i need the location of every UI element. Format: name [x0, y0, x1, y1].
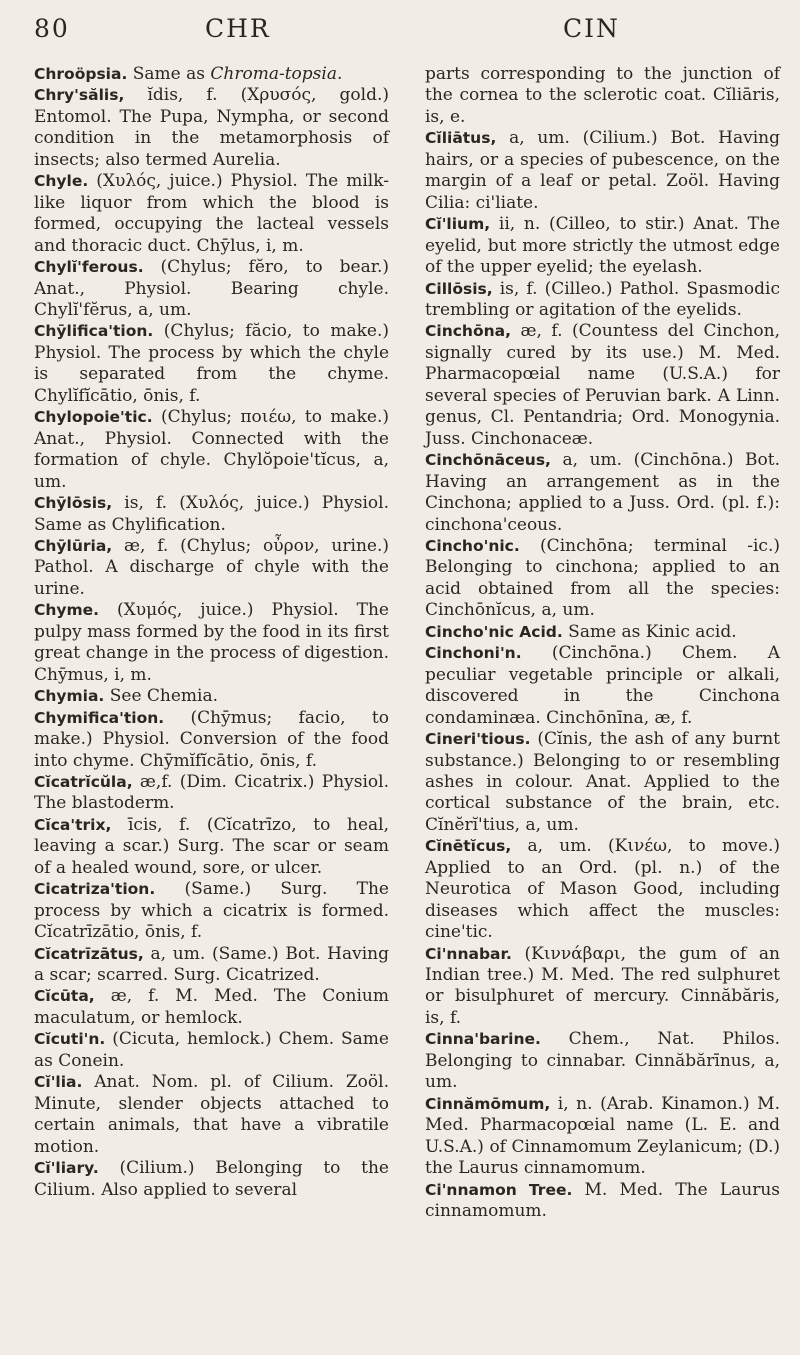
dictionary-entry	[425, 321, 780, 450]
entry-headword: Cineri'tious.	[425, 730, 531, 749]
entry-headword: Cĭnētĭcus,	[425, 837, 512, 856]
entry-definition: (Chȳmus; facio, to make.) Physiol. Conversion of the food into chyme. Chȳmĭfĭcātio, ōnis, f.	[34, 707, 389, 771]
entry-headword: Cĭcuti'n.	[34, 1030, 106, 1049]
entry-definition: i, n. (Arab. Kinamon.) M. Med. Pharmacopœial name (L. E. and U.S.A.) of Cinnamomum Zeylanicum; (D.) the Laurus cinnamomum.	[425, 1093, 780, 1179]
left-guide-word: CHR	[205, 14, 271, 43]
dictionary-entry	[34, 1029, 389, 1072]
entry-definition: æ, f. M. Med. The Conium maculatum, or hemlock.	[34, 986, 389, 1028]
entry-definition: a, um. (Cinchōna.) Bot. Having an arrangement as in the Cinchona; applied to a Juss. Ord. (pl. f.): cinchona'ceous.	[425, 450, 780, 535]
dictionary-entry	[425, 536, 780, 622]
dictionary-entry	[425, 128, 780, 214]
dictionary-entry	[425, 1094, 780, 1180]
entry-definition: (Cinchōna; terminal -ic.) Belonging to cinchona; applied to an acid obtained from all the species: Cinchōnĭcus, a, um.	[425, 535, 780, 621]
entry-definition: (Cĭnis, the ash of any burnt substance.) Belonging to or resembling ashes in colour. Anat. Applied to the cortical substance of the brain, etc. Cĭnĕrĭ'tius, a, um.	[425, 729, 780, 835]
dictionary-entry	[425, 836, 780, 943]
right-column	[425, 64, 780, 1222]
page-number: 80	[34, 14, 70, 43]
entry-headword: Cĭcūta,	[34, 987, 95, 1006]
entry-headword: Chylopoie'tic.	[34, 408, 153, 427]
dictionary-entry	[34, 600, 389, 686]
entry-definition: a, um. (Κινέω, to move.) Applied to an Ord. (pl. n.) of the Neurotica of Mason Good, including diseases which affect the muscles: cine'tic.	[425, 836, 780, 943]
dictionary-entry	[34, 536, 389, 600]
entry-definition: Same as	[127, 64, 211, 84]
entry-definition: īcis, f. (Cĭcatrīzo, to heal, leaving a scar.) Surg. The scar or seam of a healed wound, sore, or ulcer.	[34, 814, 389, 878]
entry-headword: Cinnămōmum,	[425, 1094, 551, 1113]
entry-headword: Cicatriza'tion.	[34, 880, 156, 899]
entry-headword: Cinchoni'n.	[425, 644, 522, 663]
dictionary-entry	[34, 257, 389, 321]
entry-headword: Chȳlōsis,	[34, 494, 113, 513]
entry-headword: Chȳlūria,	[34, 536, 113, 555]
entry-headword: Cinchōnāceus,	[425, 451, 551, 470]
dictionary-entry	[34, 85, 389, 171]
entry-headword: Chry'sălis,	[34, 86, 125, 105]
entry-headword: Cincho'nic Acid.	[425, 622, 563, 641]
entry-definition: Chem., Nat. Philos. Belonging to cinnabar. Cinnăbărīnus, a, um.	[425, 1029, 780, 1093]
dictionary-entry	[425, 729, 780, 836]
entry-headword: Cinchōna,	[425, 322, 511, 341]
entry-headword: Cĭ'lia.	[34, 1073, 83, 1092]
left-column	[34, 64, 389, 1201]
entry-definition: parts corresponding to the junction of the cornea to the sclerotic coat. Cĭliāris, is, e.	[425, 64, 780, 127]
entry-headword: Cĭcatrīzātus,	[34, 944, 144, 963]
dictionary-entry	[425, 643, 780, 729]
dictionary-entry	[425, 1180, 780, 1223]
dictionary-entry	[425, 1029, 780, 1093]
dictionary-entry	[34, 171, 389, 257]
dictionary-entry	[34, 944, 389, 987]
entry-headword: Cĭ'lium,	[425, 215, 491, 234]
dictionary-entry	[425, 944, 780, 1030]
dictionary-entry	[34, 407, 389, 493]
dictionary-entry	[425, 279, 780, 322]
entry-definition: æ, f. (Chylus; οὖρον, urine.) Pathol. A discharge of chyle with the urine.	[34, 535, 389, 599]
entry-definition: (Cinchōna.) Chem. A peculiar vegetable principle or alkali, discovered in the Cinchona condaminæa. Cinchōnīna, æ, f.	[425, 643, 780, 728]
entry-definition: (Chylus; fĕro, to bear.) Anat., Physiol. Bearing chyle. Chylĭ'fĕrus, a, um.	[34, 257, 389, 320]
entry-headword: Ci'nnabar.	[425, 944, 512, 963]
dictionary-entry	[34, 64, 389, 85]
entry-headword: Cĭcatrĭcŭla,	[34, 772, 133, 791]
entry-definition: Anat. Nom. pl. of Cilium. Zoöl. Minute, slender objects attached to certain animals, that have a vibratile motion.	[34, 1072, 389, 1157]
entry-definition: (Cicuta, hemlock.) Chem. Same as Conein.	[34, 1029, 389, 1071]
entry-definition: a, um. (Same.) Bot. Having a scar; scarred. Surg. Cicatrized.	[34, 943, 389, 986]
dictionary-entry	[34, 493, 389, 536]
entry-definition: (Χυμός, juice.) Physiol. The pulpy mass formed by the food in its first great change in the process of digestion. Chȳmus, i, m.	[34, 600, 389, 685]
entry-headword: Chymifica'tion.	[34, 708, 165, 727]
dictionary-entry	[425, 214, 780, 278]
entry-headword: Cĭliātus,	[425, 129, 497, 148]
dictionary-entry	[34, 1158, 389, 1201]
entry-headword: Cincho'nic.	[425, 536, 520, 555]
entry-headword: Ci'nnamon Tree.	[425, 1180, 573, 1199]
entry-definition: is, f. (Χυλός, juice.) Physiol. Same as Chylification.	[34, 493, 389, 535]
dictionary-entry	[34, 772, 389, 815]
entry-definition: a, um. (Cilium.) Bot. Having hairs, or a species of pubescence, on the margin of a leaf or petal. Zoöl. Having Cilia: ci'liate.	[425, 128, 780, 213]
dictionary-entry	[34, 815, 389, 879]
entry-definition: æ, f. (Countess del Cinchon, signally cured by its use.) M. Med. Pharmacopœial name (U.S.A.) for several species of Peruvian bark. A Linn. genus, Cl. Pentandria; Ord. Monogynia. Juss. Cinchonaceæ.	[425, 321, 780, 449]
dictionary-entry	[34, 879, 389, 943]
dictionary-entry	[34, 986, 389, 1029]
entry-definition: ii, n. (Cilleo, to stir.) Anat. The eyelid, but more strictly the utmost edge of the upper eyelid; the eyelash.	[425, 214, 780, 278]
entry-headword: Chymia.	[34, 687, 105, 706]
dictionary-entry	[34, 686, 389, 707]
running-header	[0, 14, 800, 44]
right-guide-word: CIN	[563, 14, 620, 43]
entry-headword: Cinna'barine.	[425, 1030, 541, 1049]
entry-definition: ĭdis, f. (Χρυσός, gold.) Entomol. The Pupa, Nympha, or second condition in the metamorphosis of insects; also termed Aurelia.	[34, 85, 389, 170]
entry-definition: See Chemia.	[104, 686, 219, 707]
entry-definition: æ,f. (Dim. Cicatrix.) Physiol. The blastoderm.	[34, 771, 389, 814]
entry-headword: Chroöpsia.	[34, 65, 128, 83]
entry-headword: Chyle.	[34, 172, 89, 191]
dictionary-entry	[425, 64, 780, 128]
entry-headword: Chylĭ'ferous.	[34, 258, 144, 277]
entry-headword: Chȳlifica'tion.	[34, 322, 154, 341]
entry-definition: (Cilium.) Belonging to the Cilium. Also applied to several	[34, 1158, 389, 1200]
entry-definition: (Χυλός, juice.) Physiol. The milk-like liquor from which the blood is formed, occupying the lacteal vessels and thoracic duct. Chȳlus, i, m.	[34, 171, 389, 256]
entry-headword: Cĭ'liary.	[34, 1159, 99, 1178]
entry-definition: M. Med. The Laurus cinnamomum.	[425, 1179, 780, 1222]
entry-definition: Same as Kinic acid.	[562, 621, 737, 642]
entry-headword: Cĭca'trix,	[34, 815, 112, 834]
entry-definition: (Κιννάβαρι, the gum of an Indian tree.) M. Med. The red sulphuret or bisulphuret of mercury. Cinnăbăris, is, f.	[425, 943, 780, 1028]
entry-definition: is, f. (Cilleo.) Pathol. Spasmodic trembling or agitation of the eyelids.	[425, 278, 780, 320]
dictionary-entry	[34, 1072, 389, 1158]
dictionary-entry	[425, 622, 780, 643]
entry-definition: (Same.) Surg. The process by which a cicatrix is formed. Cĭcatrīzātio, ōnis, f.	[34, 879, 389, 943]
dictionary-entry	[34, 708, 389, 772]
dictionary-entry	[425, 450, 780, 536]
entry-definition: (Chylus; făcio, to make.) Physiol. The process by which the chyle is separated from the chyme. Chylĭfĭcātio, ōnis, f.	[34, 321, 389, 406]
entry-crossref: Chroma-topsia.	[210, 64, 343, 84]
dictionary-entry	[34, 321, 389, 407]
entry-headword: Chyme.	[34, 601, 100, 620]
entry-definition: (Chylus; ποιέω, to make.) Anat., Physiol. Connected with the formation of chyle. Chylŏpoie'tĭcus, a, um.	[34, 407, 389, 492]
entry-headword: Cillōsis,	[425, 279, 493, 298]
